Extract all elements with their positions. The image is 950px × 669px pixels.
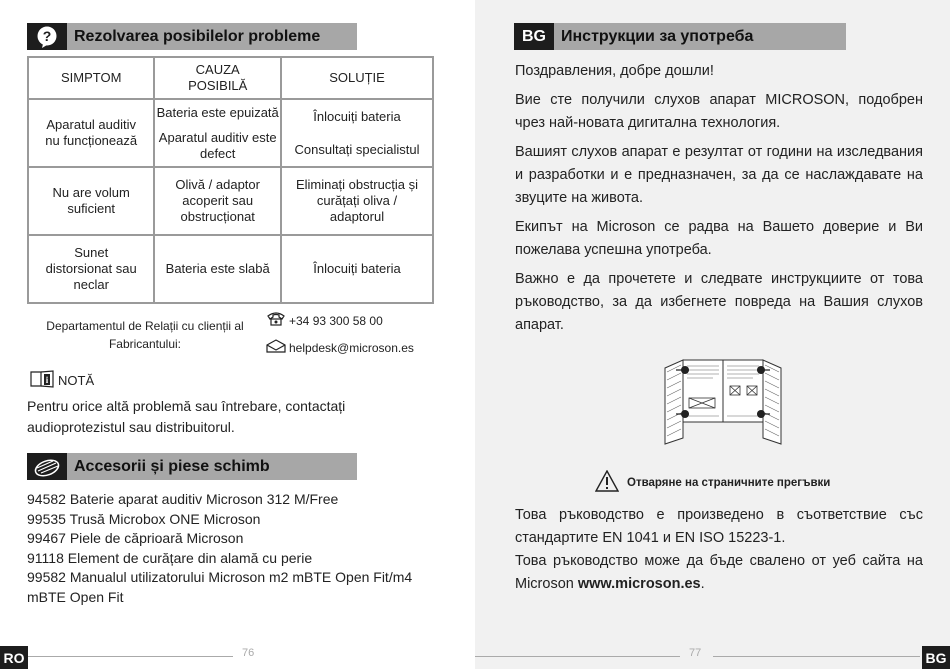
table-row bbox=[28, 99, 433, 167]
warning-icon bbox=[595, 470, 619, 495]
accessories-title: Accesorii și piese schimb bbox=[74, 457, 270, 475]
troubleshoot-title: Rezolvarea posibilelor probleme bbox=[74, 27, 321, 45]
tools-icon bbox=[27, 453, 67, 480]
footer-rule bbox=[713, 656, 920, 657]
table-row bbox=[28, 235, 433, 303]
download-text: Това ръководство може да бъде свалено от уеб сайта на Microson bbox=[515, 553, 923, 592]
phone-icon bbox=[266, 311, 286, 330]
list-item: 99582 Manualul utilizatorului Microson m2 mBTE Open Fit/m4 mBTE Open Fit bbox=[27, 569, 413, 605]
cause-text: Bateria este epuizată bbox=[156, 104, 279, 120]
cause-text: Olivă / adaptor acoperit sau obstrucționat bbox=[175, 177, 260, 224]
info-icon bbox=[30, 370, 54, 391]
header-cause-label: CAUZA POSIBILĂ bbox=[188, 62, 248, 93]
symptom-text: Sunet distorsionat sau neclar bbox=[45, 245, 137, 292]
note-header bbox=[30, 370, 94, 391]
list-item: 94582 Baterie aparat auditiv Microson 312 M/Free bbox=[27, 491, 339, 507]
language-badge: BG bbox=[514, 23, 554, 50]
list-item: 91118 Element de curățare din alamă cu perie bbox=[27, 549, 313, 566]
solution-text: Eliminați obstrucția și curățați oliva / adaptorul bbox=[295, 177, 419, 224]
warning-text: Отваряне на страничните прегъвки bbox=[627, 476, 831, 489]
symptom-cell bbox=[28, 167, 154, 235]
symptom-cell bbox=[28, 99, 154, 167]
solution-cell: Înlocuiți bateria bbox=[281, 235, 433, 303]
paragraph: Поздравления, добре дошли! bbox=[515, 63, 714, 79]
question-icon bbox=[27, 23, 67, 50]
contact-label: Departamentul de Relații cu clienții al Fabricantului: bbox=[46, 319, 244, 351]
header-solution: SOLUȚIE bbox=[281, 57, 433, 99]
warning-line bbox=[595, 470, 830, 495]
page-number: 76 bbox=[242, 647, 255, 659]
email-line bbox=[266, 339, 414, 356]
troubleshoot-table bbox=[27, 56, 434, 304]
svg-text:i: i bbox=[45, 375, 49, 385]
cause-cell bbox=[154, 99, 281, 167]
download-statement bbox=[515, 550, 923, 596]
email-address: helpdesk@microson.es bbox=[289, 340, 414, 355]
symptom-text: Nu are volum suficient bbox=[52, 185, 130, 216]
accessories-header bbox=[27, 453, 357, 480]
table-header-row bbox=[28, 57, 433, 99]
language-tag-ro: RO bbox=[0, 646, 28, 669]
instructions-header bbox=[514, 23, 846, 50]
download-suffix: . bbox=[700, 576, 705, 592]
footer-rule bbox=[475, 656, 680, 657]
solution-cell bbox=[281, 99, 433, 167]
paragraph: Важно е да прочетете и следвате инструкциите от това ръководство, за да избегнете повреда на Вашия слухов апарат. bbox=[515, 271, 923, 333]
mail-icon bbox=[266, 339, 286, 356]
list-item: 99535 Trusă Microbox ONE Microson bbox=[27, 510, 261, 527]
instructions-title: Инструкции за употреба bbox=[561, 27, 754, 45]
intro-text bbox=[515, 60, 923, 343]
compliance-text bbox=[515, 504, 923, 596]
troubleshoot-header bbox=[27, 23, 357, 50]
cause-cell: Bateria este slabă bbox=[154, 235, 281, 303]
right-page bbox=[475, 0, 950, 669]
paragraph: Екипът на Microson се радва на Вашето доверие и Ви пожелава успешна употреба. bbox=[515, 219, 923, 258]
footer-rule bbox=[28, 656, 233, 657]
paragraph: Вашият слухов апарат е резултат от години на изследвания и разработки и е предназначен, за да се наслаждавате на звуците на живота. bbox=[515, 144, 923, 206]
symptom-text: Aparatul auditiv nu funcționează bbox=[45, 117, 138, 148]
solution-text: Consultați specialistul bbox=[294, 141, 420, 157]
note-label: NOTĂ bbox=[58, 373, 95, 388]
table-row bbox=[28, 167, 433, 235]
page-number: 77 bbox=[689, 647, 702, 659]
symptom-cell bbox=[28, 235, 154, 303]
cause-cell bbox=[154, 167, 281, 235]
accessories-list bbox=[27, 490, 447, 607]
list-item: 99467 Piele de căprioară Microson bbox=[27, 530, 244, 546]
language-tag-bg: BG bbox=[922, 646, 950, 669]
foldout-illustration bbox=[663, 358, 783, 451]
solution-cell bbox=[281, 167, 433, 235]
header-symptom: SIMPTOM bbox=[28, 57, 154, 99]
solution-text: Înlocuiți bateria bbox=[313, 108, 401, 124]
note-text: Pentru orice altă problemă sau întrebare, contactați audioprotezistul sau distribuitorul. bbox=[27, 398, 346, 435]
phone-line bbox=[266, 311, 383, 330]
phone-number: +34 93 300 58 00 bbox=[289, 313, 383, 328]
header-cause bbox=[154, 57, 281, 99]
compliance-statement: Това ръководство е произведено в съответствие със стандартите EN 1041 и EN ISO 15223-1. bbox=[515, 507, 923, 546]
paragraph: Вие сте получили слухов апарат MICROSON, подобрен чрез най-новата дигитална технология. bbox=[515, 92, 923, 131]
website-link[interactable]: www.microson.es bbox=[577, 576, 701, 592]
cause-text: Aparatul auditiv este defect bbox=[158, 129, 277, 161]
svg-text:?: ? bbox=[42, 27, 52, 44]
